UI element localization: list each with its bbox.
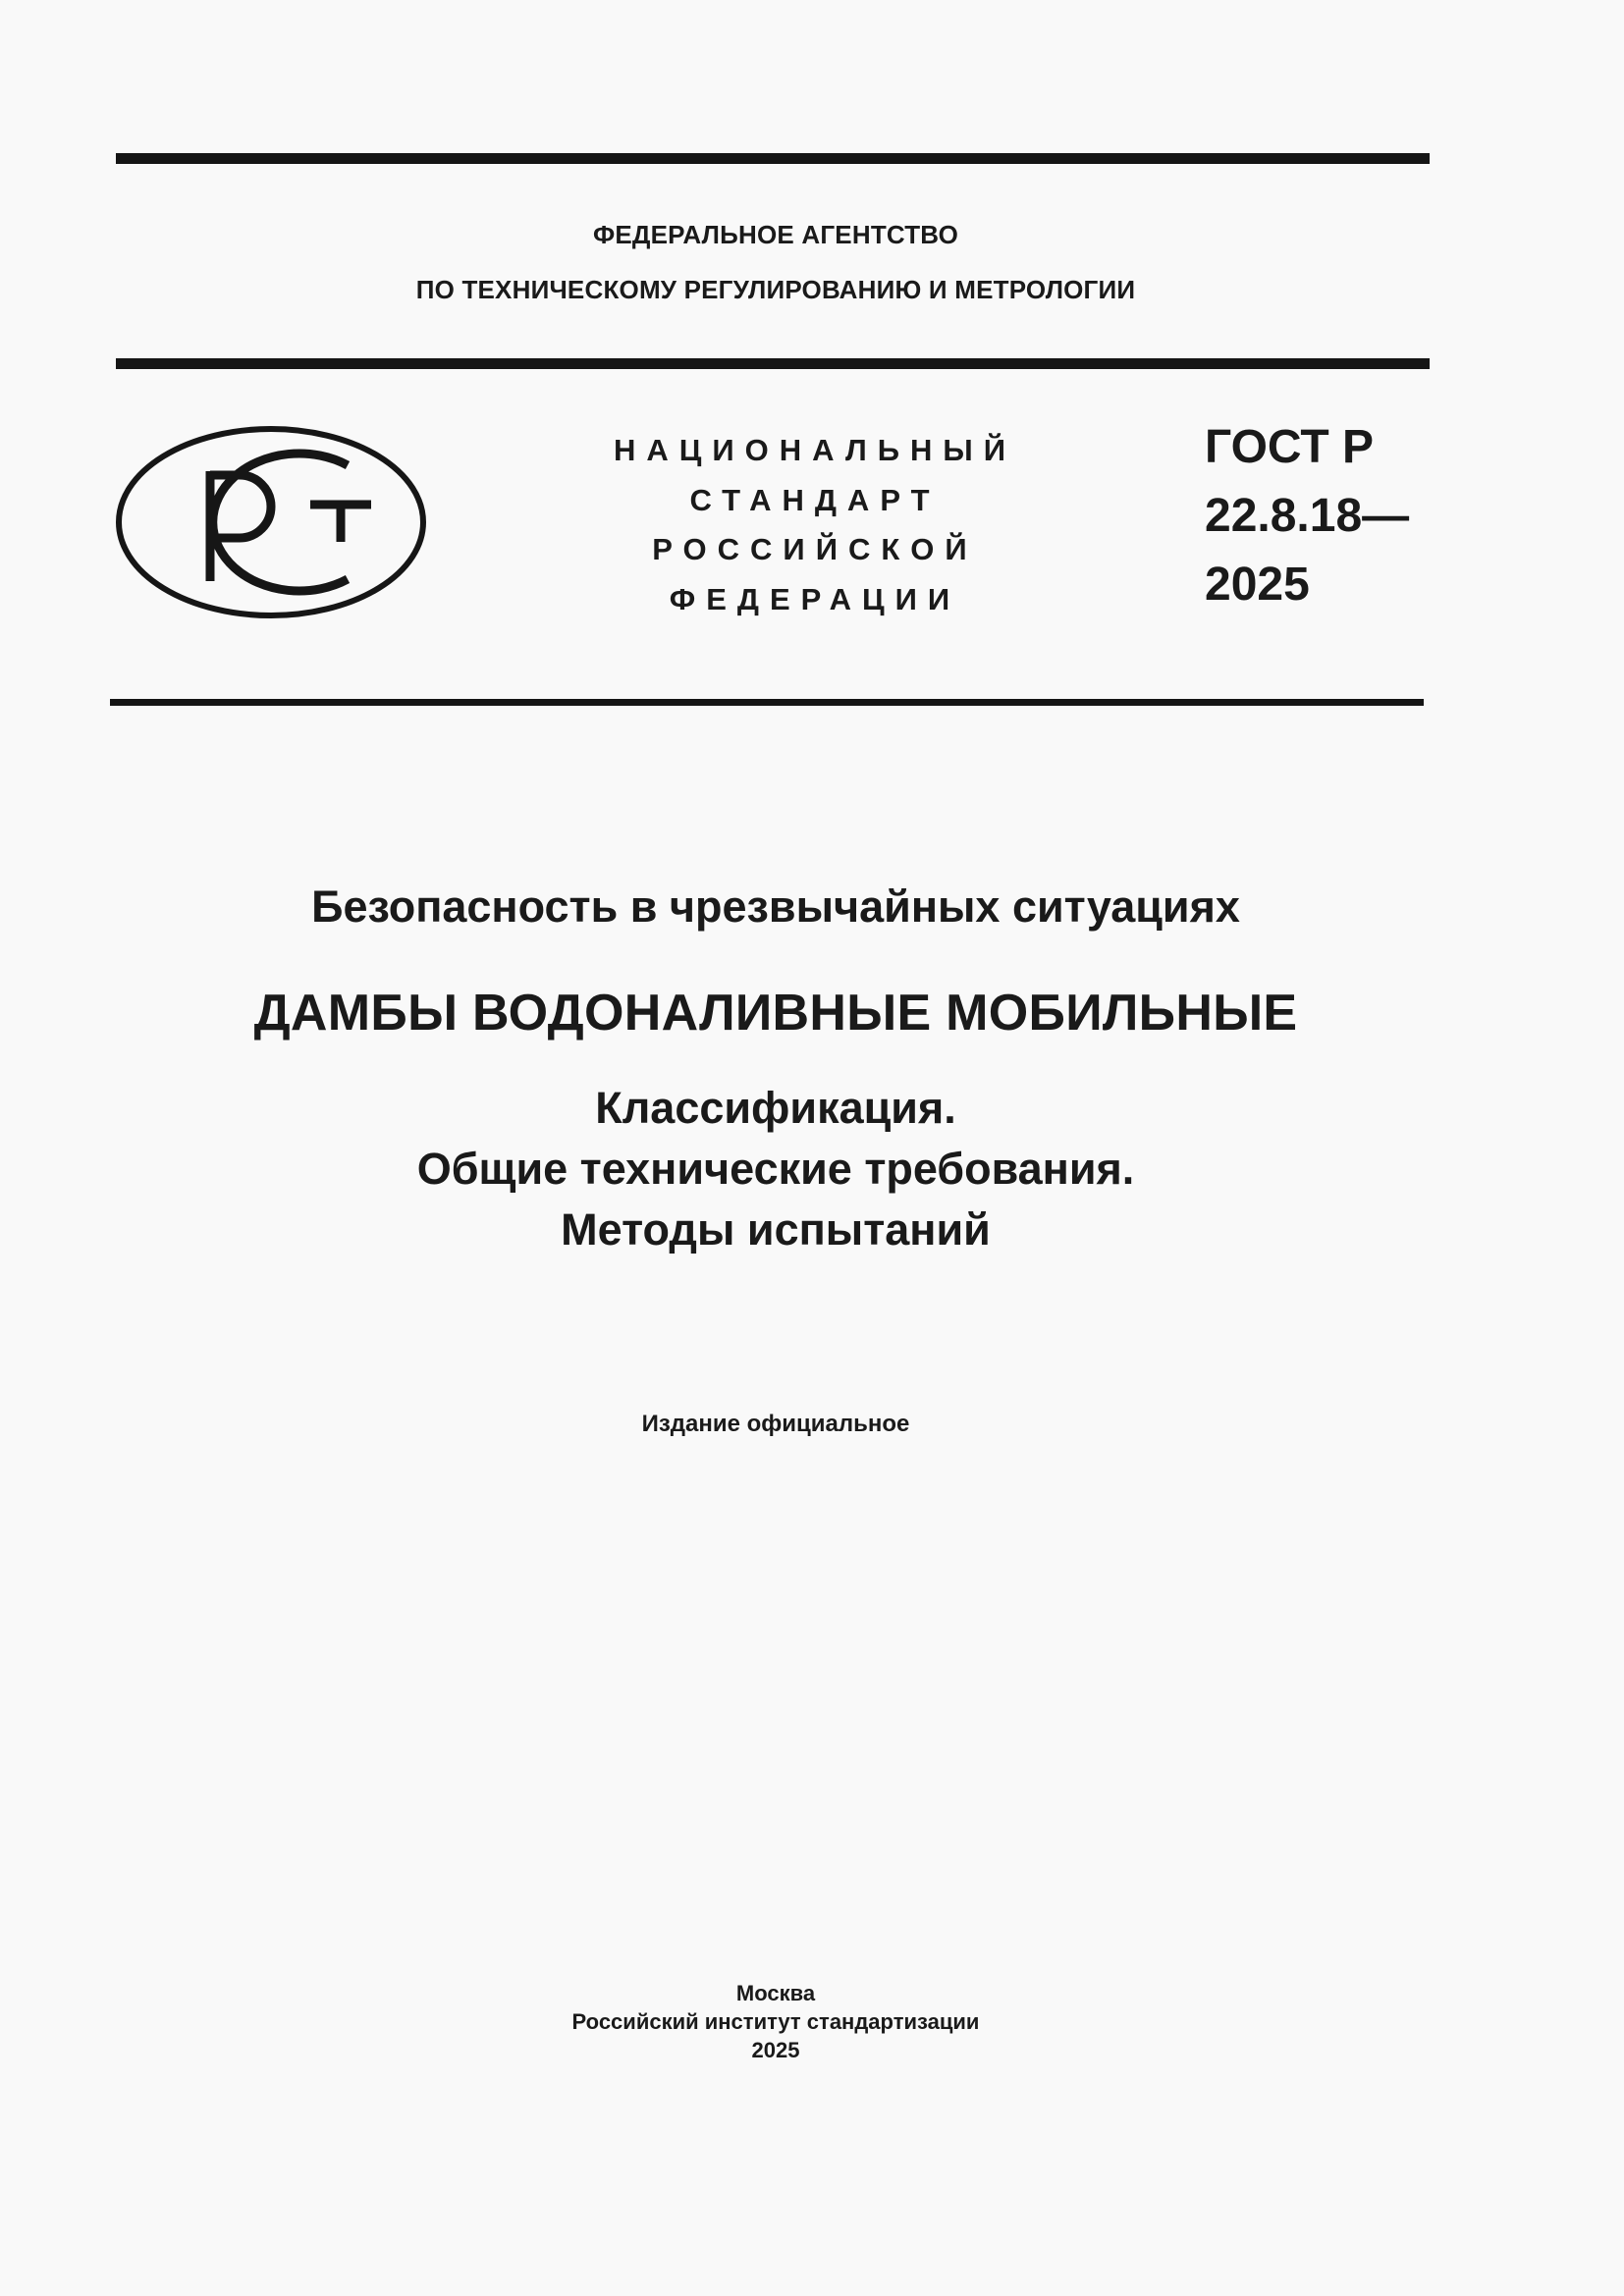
document-title: ДАМБЫ ВОДОНАЛИВНЫЕ МОБИЛЬНЫЕ <box>253 985 1298 1041</box>
rst-mark-icon <box>114 424 428 620</box>
edition-note: Издание официальное <box>641 1411 910 1437</box>
bottom-divider <box>110 699 1424 706</box>
document-subject: Безопасность в чрезвычайных ситуациях <box>311 881 1240 932</box>
agency-name-line-2: ПО ТЕХНИЧЕСКОМУ РЕГУЛИРОВАНИЮ И МЕТРОЛОГИИ <box>415 275 1136 304</box>
gost-designation-line-2: 22.8.18— <box>1205 490 1410 542</box>
top-divider <box>116 153 1430 164</box>
publisher-name: Российский институт стандартизации <box>571 2009 980 2034</box>
document-subtitle-line-1: Классификация. <box>595 1083 956 1133</box>
document-subtitle-line-2: Общие технические требования. <box>416 1144 1135 1194</box>
agency-name-line-1: ФЕДЕРАЛЬНОЕ АГЕНТСТВО <box>592 220 959 249</box>
publication-city: Москва <box>735 1981 816 2005</box>
middle-divider <box>116 358 1430 369</box>
national-standard-line-1: НАЦИОНАЛЬНЫЙ <box>613 433 1017 467</box>
national-standard-line-4: ФЕДЕРАЦИИ <box>669 582 961 616</box>
document-subtitle-line-3: Методы испытаний <box>561 1204 991 1255</box>
gost-designation-line-1: ГОСТ Р <box>1205 421 1375 473</box>
gost-designation-line-3: 2025 <box>1205 559 1310 611</box>
publication-year: 2025 <box>751 2038 800 2062</box>
national-standard-line-2: СТАНДАРТ <box>689 483 941 517</box>
national-standard-line-3: РОССИЙСКОЙ <box>652 532 978 566</box>
